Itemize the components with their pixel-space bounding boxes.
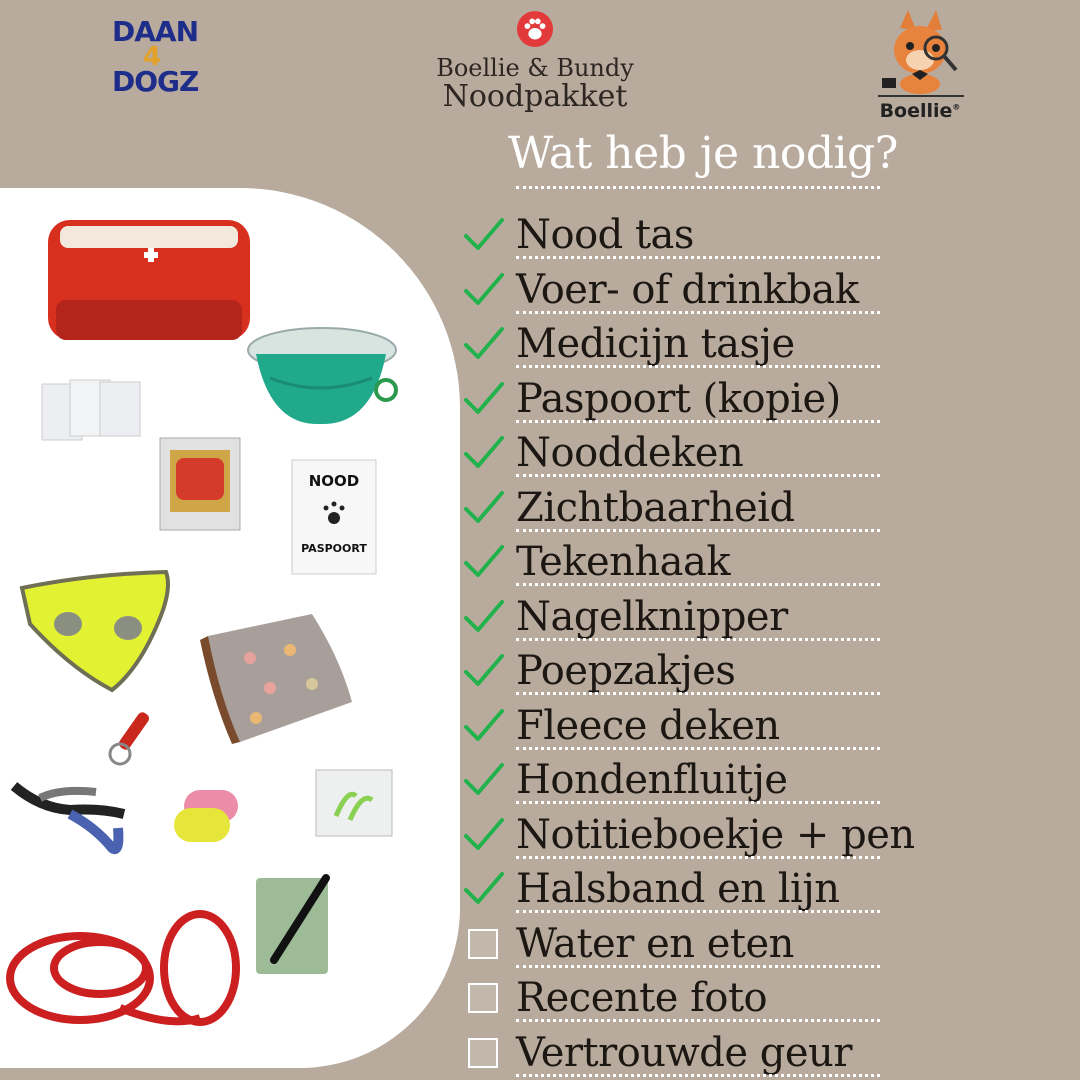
brand-subtitle: Noodpakket	[442, 79, 628, 115]
dog-detective-icon	[860, 8, 980, 100]
medicine-bags-image	[42, 380, 140, 440]
checklist-item	[462, 592, 922, 642]
checklist-item	[462, 319, 922, 369]
logo-line-2: 4	[142, 42, 162, 72]
checklist-item-label: Water en eten	[516, 920, 794, 967]
nail-clipper-image	[14, 786, 124, 849]
checkmark-icon	[462, 868, 506, 908]
checklist-item	[462, 428, 922, 478]
leash-image	[10, 914, 236, 1022]
item-divider	[516, 965, 880, 968]
boellie-logo	[860, 8, 980, 120]
checklist-item	[462, 919, 922, 969]
passport-bottom-label: PASPOORT	[301, 542, 367, 555]
checklist-item-label: Nagelknipper	[516, 593, 788, 640]
item-divider	[516, 910, 880, 913]
boellie-logo-text: Boellie®	[879, 100, 961, 122]
checklist-item-label: Fleece deken	[516, 702, 780, 749]
checklist-item-label: Halsband en lijn	[516, 866, 840, 912]
brand-header	[420, 10, 650, 113]
checklist-item	[462, 755, 922, 805]
checkmark-icon	[462, 541, 506, 581]
checkmark-icon	[462, 323, 506, 363]
emergency-blanket-image	[160, 438, 240, 530]
checklist-item-label: Recente foto	[516, 975, 768, 1021]
checklist-item-label: Medicijn tasje	[516, 321, 795, 367]
logo-line-3: DOGZ	[112, 65, 199, 98]
checkbox-empty[interactable]	[468, 1038, 498, 1068]
checklist-item-label: Zichtbaarheid	[516, 484, 795, 531]
item-divider	[516, 856, 880, 859]
item-divider	[516, 365, 880, 368]
tick-hooks-image	[316, 770, 392, 836]
checkmark-icon	[462, 650, 506, 690]
checklist-item	[462, 810, 922, 860]
item-divider	[516, 747, 880, 750]
checkmark-icon	[462, 487, 506, 527]
kit-contents-illustration	[0, 188, 460, 1080]
checklist-item-label: Nood tas	[516, 212, 694, 258]
item-divider	[516, 529, 880, 532]
item-divider	[516, 311, 880, 314]
item-divider	[516, 420, 880, 423]
checklist-item	[462, 1028, 922, 1078]
item-divider	[516, 801, 880, 804]
checklist-item	[462, 210, 922, 260]
passport-top-label: NOOD	[308, 472, 360, 490]
checkmark-icon	[462, 432, 506, 472]
checklist-item	[462, 374, 922, 424]
checklist-item	[462, 537, 922, 587]
checkmark-icon	[462, 214, 506, 254]
checklist-title: Wat heb je nodig?	[508, 128, 898, 179]
paw-icon	[516, 10, 554, 48]
checklist-item-label: Poepzakjes	[516, 648, 736, 694]
collapsible-bowl-image	[248, 328, 396, 424]
checklist-item	[462, 265, 922, 315]
logo-line-1: DAAN	[112, 15, 199, 48]
item-divider	[516, 692, 880, 695]
checkmark-icon	[462, 814, 506, 854]
item-divider	[516, 1074, 880, 1077]
passport-card-image	[292, 460, 376, 574]
checkbox-empty[interactable]	[468, 983, 498, 1013]
item-divider	[516, 583, 880, 586]
brand-name: Boellie & Bundy	[436, 54, 634, 82]
checklist-item	[462, 973, 922, 1023]
item-divider	[516, 638, 880, 641]
daan4dogz-logo	[112, 15, 199, 98]
checkmark-icon	[462, 759, 506, 799]
checklist-item-label: Tekenhaak	[516, 539, 731, 585]
checkmark-icon	[462, 596, 506, 636]
item-divider	[516, 474, 880, 477]
notebook-pen-image	[256, 878, 328, 974]
checklist-item-label: Hondenfluitje	[516, 757, 788, 803]
fleece-blanket-image	[200, 614, 352, 744]
checklist-item-label: Paspoort (kopie)	[516, 375, 841, 422]
checklist-item-label: Nooddeken	[516, 430, 744, 476]
poop-bags-image	[174, 790, 238, 842]
checklist-item-label: Notitieboekje + pen	[516, 811, 915, 858]
first-aid-bag-image	[48, 220, 250, 340]
item-divider	[516, 1019, 880, 1022]
checklist-item	[462, 864, 922, 914]
checklist-item	[462, 701, 922, 751]
checkmark-icon	[462, 705, 506, 745]
checklist-item	[462, 483, 922, 533]
checkmark-icon	[462, 269, 506, 309]
checkmark-icon	[462, 378, 506, 418]
hivis-bandana-image	[22, 572, 168, 690]
checklist-item-label: Voer- of drinkbak	[516, 266, 859, 313]
whistle-image	[110, 710, 151, 764]
checklist-item	[462, 646, 922, 696]
checkbox-empty[interactable]	[468, 929, 498, 959]
checklist-item-label: Vertrouwde geur	[516, 1029, 852, 1076]
title-divider	[516, 186, 880, 189]
item-divider	[516, 256, 880, 259]
